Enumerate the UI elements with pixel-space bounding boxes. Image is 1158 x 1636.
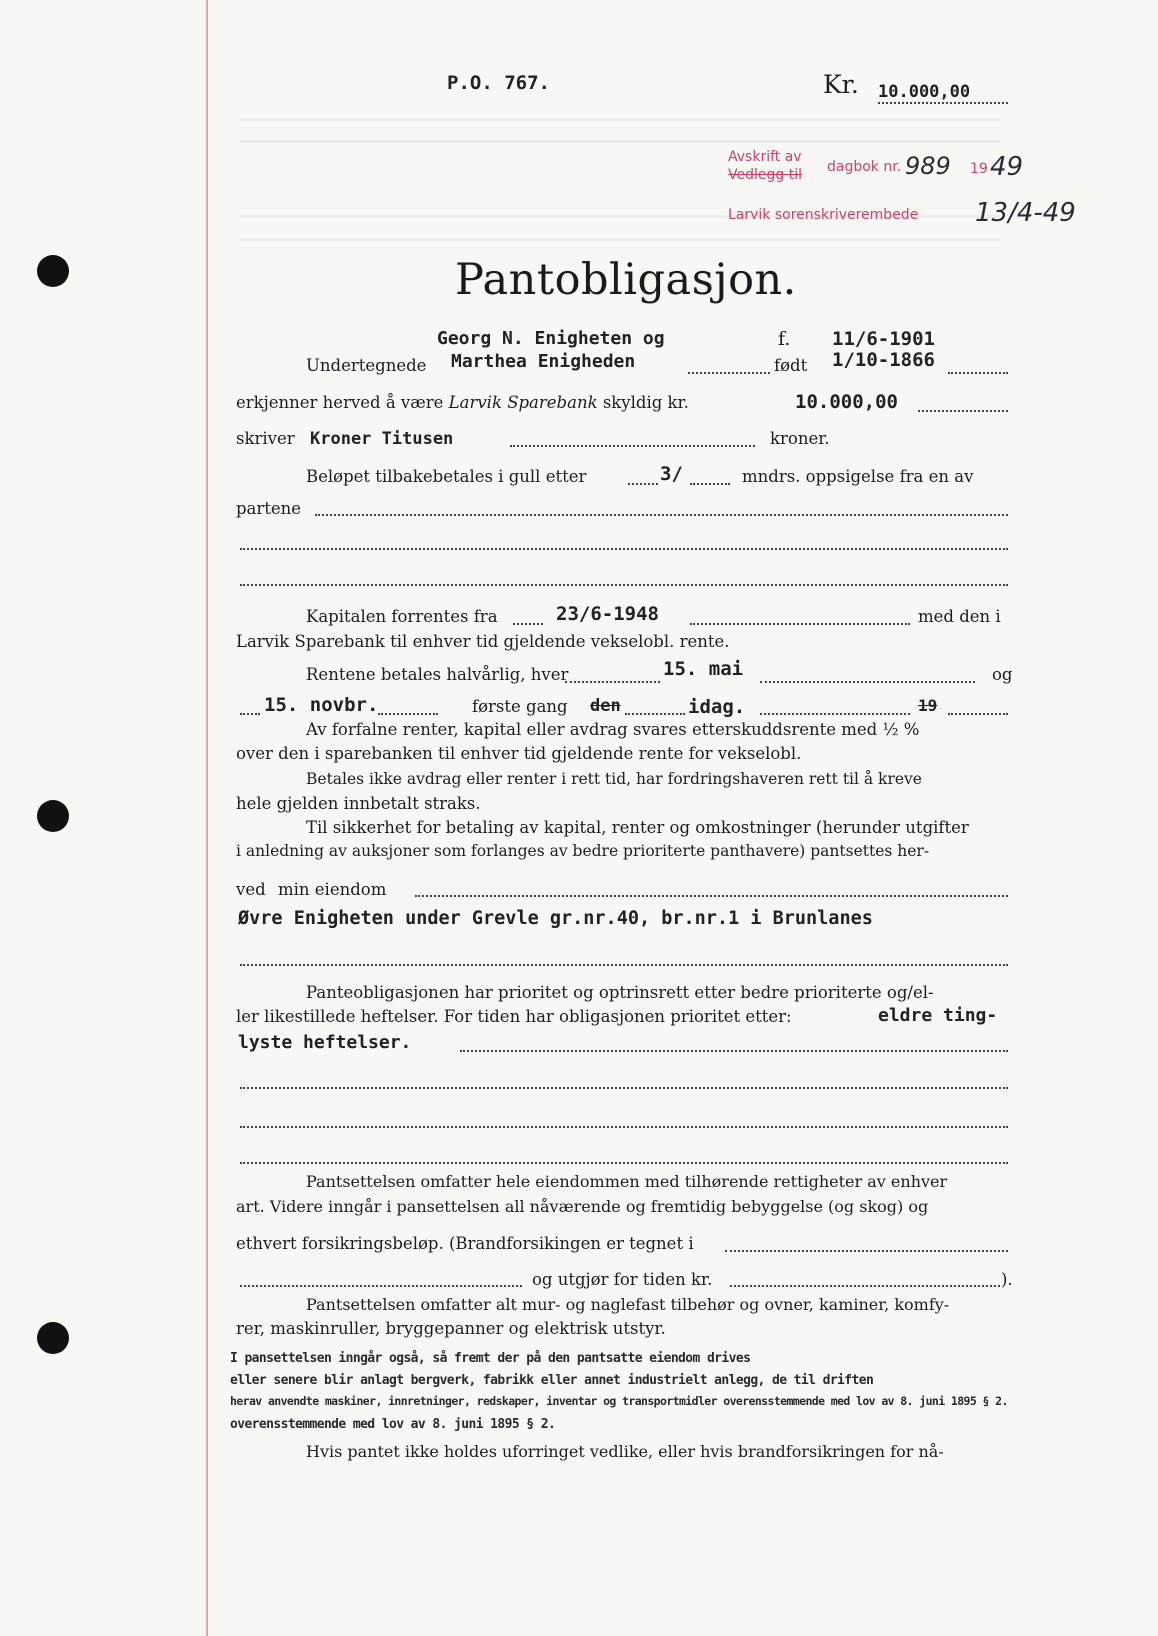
priority-typed: eldre ting- <box>878 1005 998 1026</box>
priority-line: ler likestillede heftelser. For tiden har obligasjonen prioritet etter: <box>236 1007 792 1026</box>
debt-amount: 10.000,00 <box>795 391 898 413</box>
fill-rule <box>415 895 1008 897</box>
bleed-through <box>240 238 1000 241</box>
fill-rule <box>513 623 543 625</box>
label-fodt: født <box>774 356 808 375</box>
coverage-line: rer, maskinruller, bryggepanner og elektrisk utstyr. <box>236 1319 666 1338</box>
notice-months: 3/ <box>660 463 683 485</box>
fill-rule <box>948 372 1008 374</box>
party1-birthdate: 11/6-1901 <box>832 328 935 350</box>
stamp-year: 19 <box>970 161 988 177</box>
interest-text-end: med den i <box>918 607 1001 626</box>
fill-rule <box>240 1162 1008 1164</box>
stamp-date: 13/4-49 <box>975 198 1076 228</box>
struck-clause-line: herav anvendte maskiner, innretninger, redskaper, inventar og transportmidler overensstemmende med lov av 8. juni 1895 § 2. <box>230 1394 1008 1408</box>
fill-rule <box>690 623 910 625</box>
struck-den: den <box>590 696 621 716</box>
clause-line: i anledning av auksjoner som forlanges av bedre prioriterte panthavere) pantsettes her- <box>236 842 930 860</box>
stamp-avskrift: Avskrift av <box>728 149 802 165</box>
party1-name: Georg N. Enigheten og <box>437 328 665 349</box>
struck-clause-line: eller senere blir anlagt bergverk, fabrikk eller annet industrielt anlegg, de til driften <box>230 1373 874 1388</box>
struck-19: 19 <box>918 696 938 715</box>
stamp-dagbok-label: dagbok nr. <box>827 159 902 175</box>
fill-rule <box>240 964 1008 966</box>
stamp-vedlegg: Vedlegg til <box>728 167 802 183</box>
fill-rule <box>948 713 1008 715</box>
bleed-through <box>240 118 1000 121</box>
label-og: og <box>992 665 1013 684</box>
coverage-line: Pantsettelsen omfatter hele eiendommen med tilhørende rettigheter av enhver <box>306 1172 948 1191</box>
coverage-end: ). <box>1001 1270 1013 1289</box>
clause-line: Til sikkerhet for betaling av kapital, renter og omkostninger (herunder utgifter <box>306 818 969 837</box>
document-title: Pantobligasjon. <box>455 255 797 305</box>
party2-name: Marthea Enigheden <box>451 351 636 372</box>
fill-rule <box>725 1250 1008 1252</box>
punch-hole <box>37 1322 69 1354</box>
fill-rule <box>240 713 260 715</box>
amount-in-words: Kroner Titusen <box>310 429 454 449</box>
fill-rule <box>510 445 755 447</box>
clause-line: hele gjelden innbetalt straks. <box>236 794 481 813</box>
stamp-year-handwritten: 49 <box>990 152 1024 182</box>
fill-rule <box>378 713 438 715</box>
margin-rule <box>206 0 208 1636</box>
coverage-line: Pantsettelsen omfatter alt mur- og naglefast tilbehør og ovner, kaminer, komfy- <box>306 1295 950 1314</box>
reference-number: P.O. 767. <box>447 72 550 94</box>
punch-hole <box>37 255 69 287</box>
interest-date-2: 15. novbr. <box>264 694 379 716</box>
priority-line: Panteobligasjonen har prioritet og optrinsrett etter bedre prioriterte og/el- <box>306 983 934 1002</box>
fill-rule <box>240 1285 522 1287</box>
label-kroner: kroner. <box>770 429 830 448</box>
label-partene: partene <box>236 499 302 518</box>
kr-amount: 10.000,00 <box>878 82 971 102</box>
coverage-line: art. Videre inngår i pansettelsen all nåværende og fremtidig bebyggelse (og skog) og <box>236 1197 929 1216</box>
coverage-line: ethvert forsikringsbeløp. (Brandforsikingen er tegnet i <box>236 1234 694 1253</box>
birth-label: f. <box>778 328 791 350</box>
clause-line: Av forfalne renter, kapital eller avdrag svares etterskuddsrente med ½ % <box>306 720 920 739</box>
amount-rule <box>878 102 1008 104</box>
fill-rule <box>690 483 730 485</box>
final-line: Hvis pantet ikke holdes uforringet vedlike, eller hvis brandforsikringen for nå- <box>306 1442 944 1461</box>
label-halvarlig: Rentene betales halvårlig, hver <box>306 665 569 684</box>
first-payment: idag. <box>688 696 746 718</box>
interest-rate-line: Larvik Sparebank til enhver tid gjeldende vekselobl. rente. <box>236 632 730 651</box>
fill-rule <box>918 410 1008 412</box>
party2-birthdate: 1/10-1866 <box>832 349 935 371</box>
clause-line: over den i sparebanken til enhver tid gjeldende rente for vekselobl. <box>236 744 802 763</box>
kr-label: Kr. <box>823 70 859 99</box>
fill-rule <box>315 514 1008 516</box>
fill-rule <box>240 548 1008 550</box>
label-min-eiendom: min eiendom <box>278 880 387 899</box>
punch-hole <box>37 800 69 832</box>
fill-rule <box>730 1285 1000 1287</box>
label-undertegnede: Undertegnede <box>306 356 427 375</box>
fill-rule <box>240 584 1008 586</box>
bank-name: Larvik Sparebank <box>448 393 598 412</box>
fill-rule <box>625 713 685 715</box>
repayment-text-end: mndrs. oppsigelse fra en av <box>742 467 974 486</box>
fill-rule <box>240 1126 1008 1128</box>
fill-rule <box>460 1050 1008 1052</box>
fill-rule <box>688 372 770 374</box>
coverage-line: og utgjør for tiden kr. <box>532 1270 713 1289</box>
fill-rule <box>760 713 910 715</box>
fill-rule <box>760 681 975 683</box>
label-skriver: skriver <box>236 429 295 448</box>
stamp-office: Larvik sorenskriverembede <box>728 207 919 223</box>
debt-text: erkjenner herved å være Larvik Sparebank skyldig kr. <box>236 393 689 412</box>
fill-rule <box>240 1087 1008 1089</box>
fill-rule <box>628 483 658 485</box>
property-description: Øvre Enigheten under Grevle gr.nr.40, br.nr.1 i Brunlanes <box>238 908 873 929</box>
interest-from-date: 23/6-1948 <box>556 603 659 625</box>
fill-rule <box>565 681 660 683</box>
priority-typed: lyste heftelser. <box>238 1032 412 1053</box>
label-forste-gang: første gang <box>472 697 568 716</box>
interest-date-1: 15. mai <box>663 658 744 680</box>
interest-text: Kapitalen forrentes fra <box>306 607 498 626</box>
bleed-through <box>240 140 1000 143</box>
label-ved: ved <box>236 880 266 899</box>
repayment-text: Beløpet tilbakebetales i gull etter <box>306 467 587 486</box>
dagbok-number: 989 <box>905 152 951 180</box>
struck-clause-line: overensstemmende med lov av 8. juni 1895 § 2. <box>230 1417 556 1432</box>
clause-line: Betales ikke avdrag eller renter i rett tid, har fordringshaveren rett til å kreve <box>306 770 922 788</box>
struck-clause-line: I pansettelsen inngår også, så fremt der på den pantsatte eiendom drives <box>230 1351 751 1366</box>
